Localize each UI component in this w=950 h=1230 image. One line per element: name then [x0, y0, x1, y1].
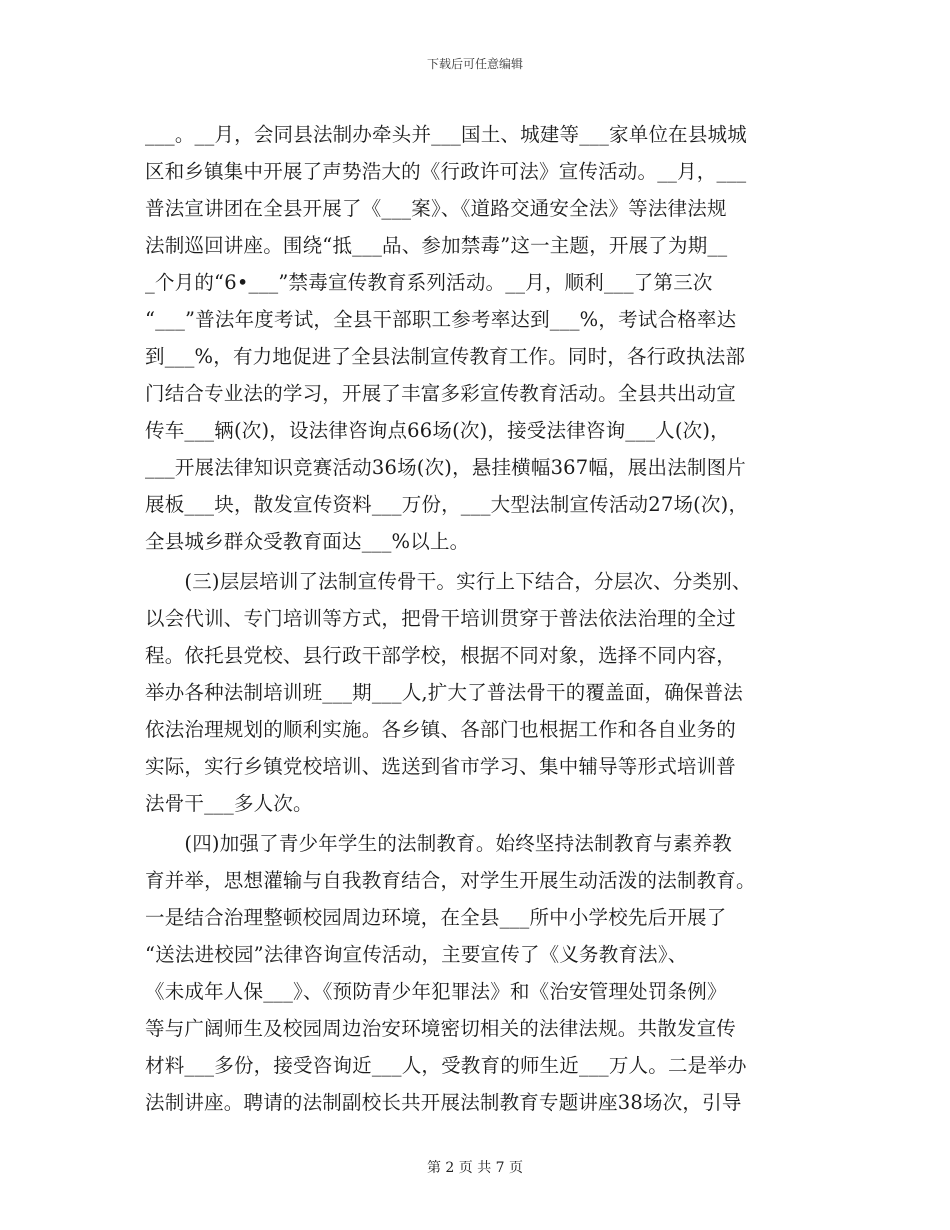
text-line: “送法进校园”法律咨询宣传活动，主要宣传了《义务教育法》、	[145, 943, 688, 966]
text-line: 《未成年人保___》、《预防青少年犯罪法》和《治安管理处罚条例》	[145, 980, 727, 1003]
text-line: 育并举，思想灌输与自我教育结合，对学生开展生动活泼的法制教育。	[145, 869, 756, 892]
text-line: 门结合专业法的学习，开展了丰富多彩宣传教育活动。全县共出动宣	[145, 382, 737, 405]
text-line: 到___%，有力地促进了全县法制宣传教育工作。同时，各行政执法部	[145, 345, 746, 368]
text-line: ___。__月，会同县法制办牵头并___国土、城建等___家单位在县城城	[145, 123, 747, 146]
text-line: 等与广阔师生及校园周边治安环境密切相关的法律法规。共散发宣传	[145, 1017, 737, 1040]
page-header: 下载后可任意编辑	[426, 57, 523, 71]
page-number: 第 2 页 共 7 页	[426, 1160, 524, 1176]
text-line: 程。依托县党校、县行政干部学校，根据不同对象，选择不同内容，	[145, 644, 737, 667]
section-heading-line: (三)层层培训了法制宣传骨干。实行上下结合，分层次、分类别、	[145, 570, 752, 593]
section-heading-line: (四)加强了青少年学生的法制教育。始终坚持法制教育与素养教	[145, 832, 732, 855]
text-line: ___开展法律知识竞赛活动36场(次)，悬挂横幅367幅，展出法制图片	[145, 456, 746, 479]
text-line: 法制巡回讲座。围绕“抵___品、参加禁毒”这一主题，开展了为期__	[145, 234, 728, 257]
text-line: 以会代训、专门培训等方式，把骨干培训贯穿于普法依法治理的全过	[145, 607, 737, 630]
text-line: 依法治理规划的顺利实施。各乡镇、各部门也根据工作和各自业务的	[145, 718, 737, 741]
text-line: 一是结合治理整顿校园周边环境，在全县___所中小学校先后开展了	[145, 906, 727, 929]
text-line: 区和乡镇集中开展了声势浩大的《行政许可法》宣传活动。__月，___	[145, 160, 747, 183]
text-line: 展板___块，散发宣传资料___万份，___大型法制宣传活动27场(次)，	[145, 493, 749, 516]
text-line: 法骨干___多人次。	[145, 792, 313, 815]
text-line: “___”普法年度考试，全县干部职工参考率达到___%，考试合格率达	[145, 308, 737, 331]
text-line: _个月的“6•___”禁毒宣传教育系列活动。__月，顺利___了第三次	[145, 271, 713, 294]
text-line: 全县城乡群众受教育面达___%以上。	[145, 530, 470, 553]
text-line: 材料___多份，接受咨询近___人，受教育的师生近___万人。二是举办	[145, 1054, 747, 1077]
text-line: 普法宣讲团在全县开展了《___案》、《道路交通安全法》等法律法规	[145, 197, 727, 220]
text-line: 实际，实行乡镇党校培训、选送到省市学习、集中辅导等形式培训普	[145, 755, 737, 778]
text-line: 传车___辆(次)，设法律咨询点66场(次)，接受法律咨询___人(次)，	[145, 419, 730, 442]
text-line: 法制讲座。聘请的法制副校长共开展法制教育专题讲座38场次，引导	[145, 1091, 742, 1114]
text-line: 举办各种法制培训班___期___人,扩大了普法骨干的覆盖面，确保普法	[145, 681, 743, 704]
document-body	[145, 116, 805, 1121]
